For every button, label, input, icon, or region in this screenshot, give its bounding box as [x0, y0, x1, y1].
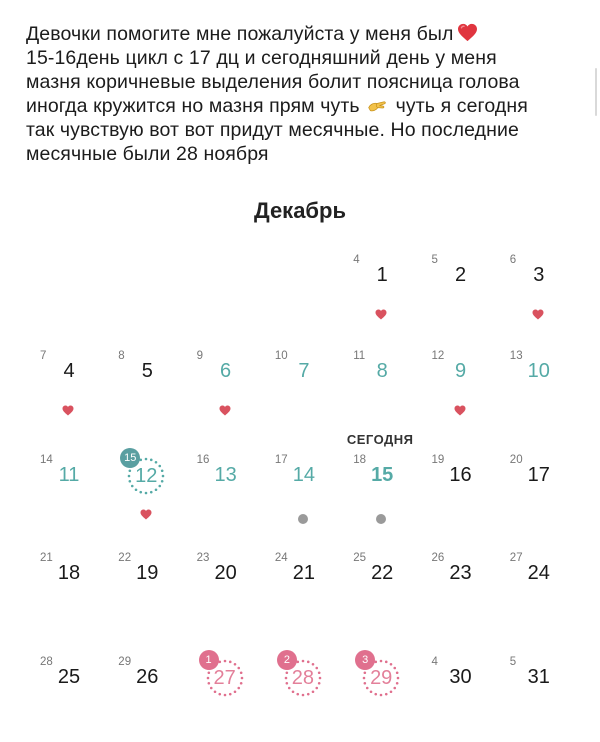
- cycle-day-number: 18: [353, 454, 366, 466]
- cycle-day-number: 11: [353, 350, 366, 362]
- cycle-day-number: 5: [431, 254, 438, 266]
- day-number: 13: [214, 464, 237, 486]
- post-line-4a: иногда кружится но мазня прям чуть: [26, 95, 360, 117]
- day-number: 21: [292, 562, 316, 584]
- heart-icon: [62, 403, 74, 414]
- day-number: 27: [213, 667, 236, 689]
- heart-icon: [532, 307, 544, 318]
- cycle-day-number: 7: [40, 350, 47, 362]
- calendar-day-7[interactable]: [263, 346, 341, 436]
- day-number: 20: [214, 562, 237, 584]
- cycle-day-number: 13: [509, 350, 523, 362]
- day-number: 31: [527, 666, 550, 688]
- calendar-day-19[interactable]: [106, 548, 184, 638]
- day-number: 10: [527, 360, 550, 382]
- post-line-6: месячные были 28 ноября: [26, 143, 269, 165]
- day-number: 14: [292, 464, 316, 486]
- calendar-day-30[interactable]: [420, 652, 498, 742]
- day-number: 18: [57, 562, 81, 584]
- cycle-day-number: 8: [118, 350, 125, 362]
- calendar-day-21[interactable]: [263, 548, 341, 638]
- cycle-day-number: 22: [118, 552, 132, 564]
- day-number: 6: [220, 360, 232, 382]
- cycle-day-number: 25: [353, 552, 366, 564]
- post-line-2: 15-16день цикл с 17 дц и сегодняшний день у меня: [26, 47, 497, 69]
- calendar-day-26[interactable]: [106, 652, 184, 742]
- month-title: Декабрь: [254, 198, 346, 223]
- day-number: 29: [370, 667, 393, 689]
- heart-emoji-icon: [457, 23, 478, 42]
- calendar-day-13[interactable]: [185, 450, 263, 540]
- spotting-dot-icon: [298, 514, 308, 524]
- calendar-day-5[interactable]: [106, 346, 184, 436]
- calendar-day-31[interactable]: [498, 652, 576, 742]
- calendar-day-12[interactable]: [106, 450, 184, 540]
- day-number: 30: [449, 666, 472, 688]
- calendar-day-23[interactable]: [420, 548, 498, 638]
- cycle-day-number: 4: [353, 254, 360, 266]
- cycle-day-number: 12: [431, 350, 445, 362]
- calendar-day-1[interactable]: [341, 250, 419, 340]
- cycle-day-number: 24: [274, 552, 288, 564]
- day-number: 26: [136, 666, 159, 688]
- spotting-dot-icon: [376, 514, 386, 524]
- cycle-day-number: 9: [196, 350, 203, 362]
- day-number: 24: [527, 562, 550, 584]
- day-number: 23: [449, 562, 472, 584]
- cycle-day-number: 19: [431, 454, 445, 466]
- calendar-day-17[interactable]: [498, 450, 576, 540]
- cycle-day-number: 23: [196, 552, 210, 564]
- day-number: 3: [533, 264, 545, 286]
- post-line-1: [26, 22, 586, 46]
- day-number: 15: [371, 464, 394, 486]
- cycle-day-number: 21: [40, 552, 53, 564]
- day-number: 4: [63, 360, 75, 382]
- calendar-day-11[interactable]: [28, 450, 106, 540]
- cycle-day-number: 5: [509, 656, 517, 668]
- day-number: 5: [141, 360, 153, 382]
- cycle-day-number: 20: [509, 454, 523, 466]
- post-text: [26, 22, 586, 166]
- cycle-badge: 3: [355, 650, 375, 670]
- day-number: 19: [136, 562, 159, 584]
- heart-icon: [219, 403, 231, 414]
- post-line-4b: чуть я сегодня: [395, 95, 528, 117]
- cycle-day-number: 28: [40, 656, 53, 668]
- calendar-day-25[interactable]: [28, 652, 106, 742]
- post-line-4: [26, 94, 586, 118]
- cycle-badge: 15: [120, 448, 140, 468]
- calendar-day-22[interactable]: [341, 548, 419, 638]
- cycle-day-number: 14: [40, 454, 53, 466]
- calendar-day-8[interactable]: [341, 346, 419, 436]
- scrollbar[interactable]: [595, 68, 597, 116]
- calendar-day-24[interactable]: [498, 548, 576, 638]
- cycle-day-number: 26: [431, 552, 445, 564]
- cycle-day-number: 4: [431, 656, 438, 668]
- heart-icon: [140, 507, 152, 518]
- calendar-day-28[interactable]: [263, 652, 341, 742]
- cycle-day-number: 27: [509, 552, 523, 564]
- cycle-day-number: 17: [274, 454, 288, 466]
- calendar-day-16[interactable]: [420, 450, 498, 540]
- calendar-day-29[interactable]: [341, 652, 419, 742]
- calendar-day-27[interactable]: [185, 652, 263, 742]
- day-number: 11: [58, 464, 80, 486]
- heart-icon: [454, 403, 466, 414]
- calendar-day-2[interactable]: [420, 250, 498, 340]
- calendar-day-20[interactable]: [185, 548, 263, 638]
- day-number: 25: [57, 666, 81, 688]
- cycle-badge: 1: [199, 650, 219, 670]
- cycle-day-number: 6: [509, 254, 517, 266]
- day-number: 8: [376, 360, 388, 382]
- day-number: 7: [298, 360, 310, 382]
- post-line-3: мазня коричневые выделения болит поясница голова: [26, 71, 520, 93]
- calendar-day-15[interactable]: [341, 432, 419, 540]
- calendar-day-10[interactable]: [498, 346, 576, 436]
- day-number: 17: [527, 464, 550, 486]
- calendar-day-9[interactable]: [420, 346, 498, 436]
- cycle-day-number: 10: [274, 350, 288, 362]
- calendar-day-4[interactable]: [28, 346, 106, 436]
- calendar-day-6[interactable]: [185, 346, 263, 436]
- cycle-badge: 2: [277, 650, 297, 670]
- day-number: 9: [454, 360, 467, 382]
- calendar-day-3[interactable]: [498, 250, 576, 340]
- post-line-1-text: Девочки помогите мне пожалуйста у меня был: [26, 23, 454, 45]
- day-number: 2: [454, 264, 467, 286]
- today-label: СЕГОДНЯ: [346, 432, 414, 447]
- post-line-5: так чувствую вот вот придут месячные. Но последние: [26, 119, 519, 141]
- day-number: 12: [135, 465, 158, 487]
- cycle-day-number: 29: [118, 656, 132, 668]
- pinching-hand-icon: [367, 97, 387, 115]
- day-number: 16: [449, 464, 472, 486]
- heart-icon: [375, 307, 387, 318]
- cycle-day-number: 16: [196, 454, 210, 466]
- day-number: 28: [291, 667, 315, 689]
- calendar-day-18[interactable]: [28, 548, 106, 638]
- calendar-day-14[interactable]: [263, 450, 341, 540]
- day-number: 1: [376, 264, 388, 286]
- day-number: 22: [371, 562, 394, 584]
